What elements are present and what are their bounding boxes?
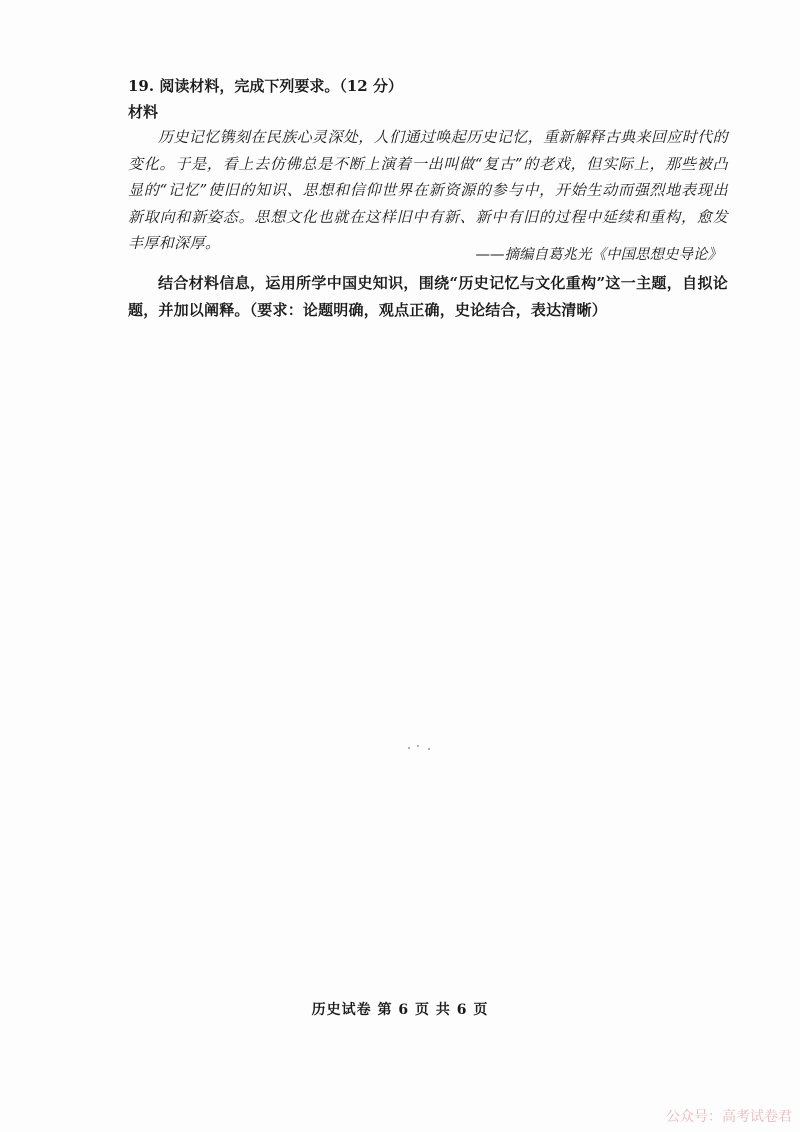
question-title: 19. 阅读材料，完成下列要求。（12 分） bbox=[128, 77, 403, 95]
material-label: 材料 bbox=[128, 103, 159, 121]
watermark-text: 公众号：高考试卷君 bbox=[666, 1109, 792, 1125]
material-source: ——摘编自葛兆光《中国思想史导论》 bbox=[475, 247, 722, 263]
scan-speckles bbox=[408, 745, 438, 751]
question-task: 结合材料信息，运用所学中国史知识，围绕“历史记忆与文化重构”这一主题，自拟论题，并加以阐释。（要求：论题明确，观点正确，史论结合，表达清晰） bbox=[128, 274, 728, 319]
material-text: 历史记忆镌刻在民族心灵深处，人们通过唤起历史记忆，重新解释古典来回应时代的变化。于是，看上去仿佛总是不断上演着一出叫做“复古”的老戏，但实际上，那些被凸显的“记忆”使旧的知识、思想和信仰世界在新资源的参与中，开始生动而强烈地表现出新取向和新姿态。思想文化也就在这样旧中有新、新中有旧的过程中延续和重构，愈发丰厚和深厚。 bbox=[128, 128, 728, 252]
page-footer: 历史试卷 第 6 页 共 6 页 bbox=[311, 1002, 489, 1018]
